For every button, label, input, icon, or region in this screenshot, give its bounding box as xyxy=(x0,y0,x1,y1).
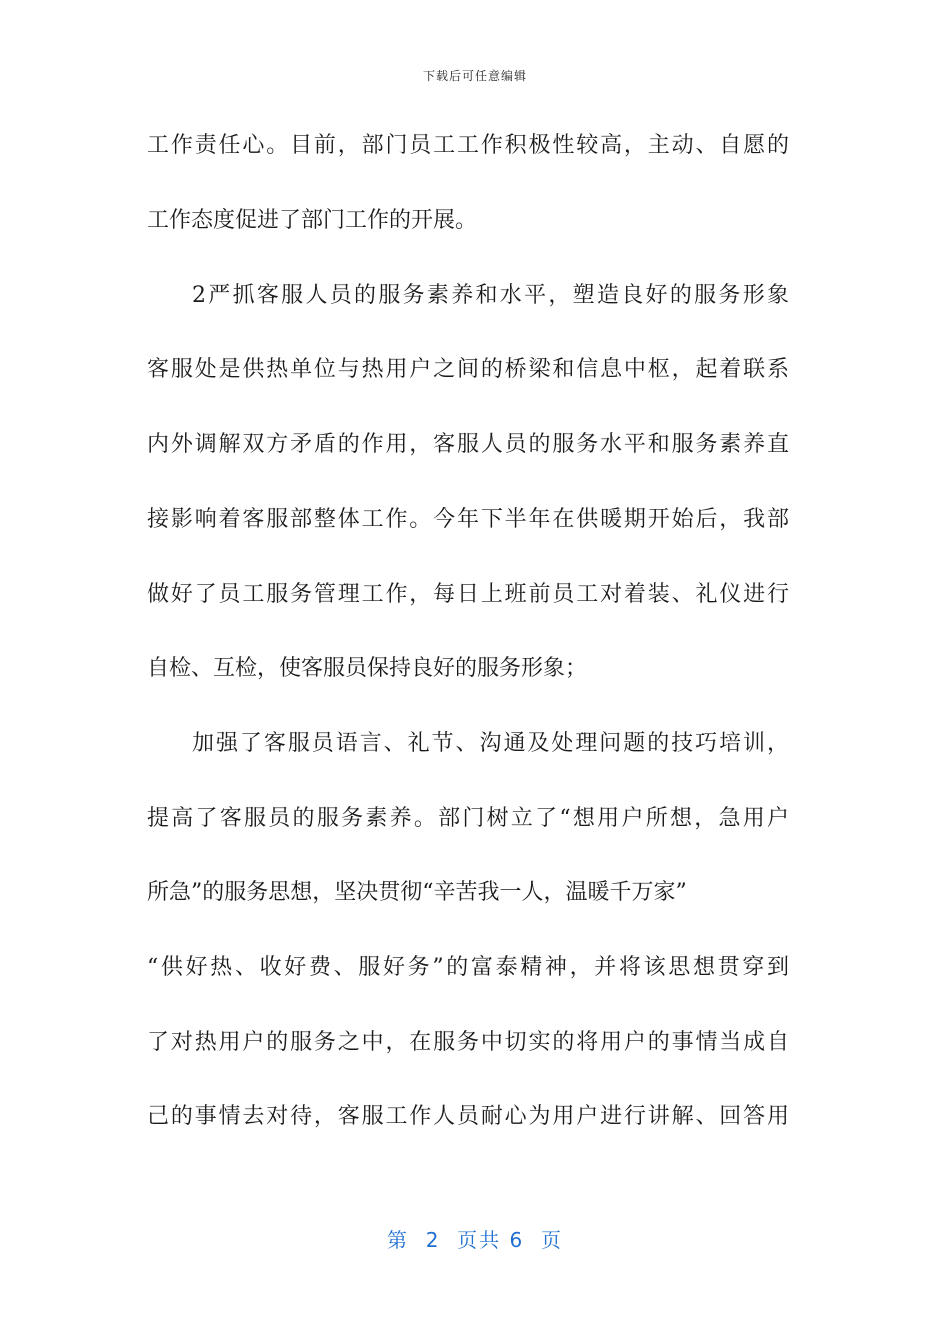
body-line-10: 提高了客服员的服务素养。部门树立了“想用户所想，急用户 xyxy=(147,806,789,831)
body-line-5: 内外调解双方矛盾的作用，客服人员的服务水平和服务素养直 xyxy=(147,432,789,457)
body-line-4: 客服处是供热单位与热用户之间的桥梁和信息中枢，起着联系 xyxy=(147,357,789,382)
page-number-label: 第 2 页共 6 页 xyxy=(387,1228,563,1252)
page-header-note: 下载后可任意编辑 xyxy=(422,69,527,83)
body-line-6: 接影响着客服部整体工作。今年下半年在供暖期开始后，我部 xyxy=(147,507,789,532)
body-line-12: “供好热、收好费、服好务”的富泰精神，并将该思想贯穿到 xyxy=(147,955,789,980)
body-line-13: 了对热用户的服务之中，在服务中切实的将用户的事情当成自 xyxy=(147,1030,789,1055)
body-line-14: 己的事情去对待，客服工作人员耐心为用户进行讲解、回答用 xyxy=(147,1104,789,1129)
body-line-3: 2严抓客服人员的服务素养和水平，塑造良好的服务形象 xyxy=(192,283,789,308)
body-line-1: 工作责任心。目前，部门员工工作积极性较高，主动、自愿的 xyxy=(147,133,789,158)
body-line-8: 自检、互检，使客服员保持良好的服务形象； xyxy=(147,656,588,681)
body-line-2: 工作态度促进了部门工作的开展。 xyxy=(147,208,478,233)
body-line-9: 加强了客服员语言、礼节、沟通及处理问题的技巧培训， xyxy=(192,731,789,756)
body-line-11: 所急”的服务思想，坚决贯彻“辛苦我一人，温暖千万家” xyxy=(147,880,687,905)
page-footer xyxy=(0,1224,950,1253)
body-line-7: 做好了员工服务管理工作，每日上班前员工对着装、礼仪进行 xyxy=(147,582,789,607)
